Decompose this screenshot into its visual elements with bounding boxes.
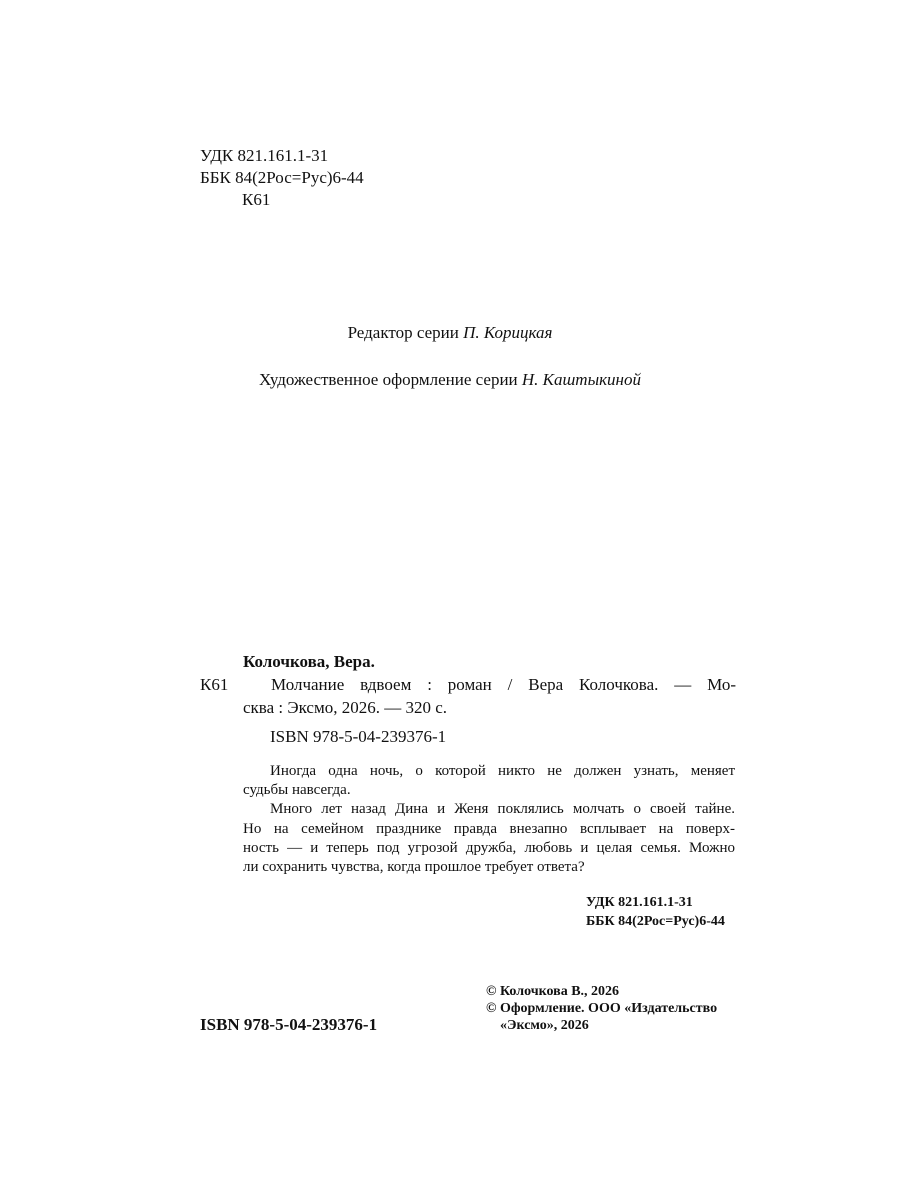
catalog-isbn: ISBN 978-5-04-239376-1: [270, 727, 447, 746]
card-udk-code: УДК 821.161.1-31: [586, 895, 693, 910]
card-bbk-code: ББК 84(2Рос=Рус)6-44: [586, 914, 725, 929]
annotation-line: Иногда одна ночь, о которой никто не должен узнать, меняет: [270, 763, 735, 779]
series-editor-name: П. Корицкая: [463, 323, 553, 342]
catalog-author: Колочкова, Вера.: [243, 652, 375, 671]
copyright-design-line-1: © Оформление. ООО «Издательство: [486, 1001, 718, 1016]
annotation-line: ность — и теперь под угрозой дружба, любовь и целая семья. Можно: [243, 840, 735, 856]
catalog-bib-line-1: Молчание вдвоем : роман / Вера Колочкова. — Мо-: [271, 675, 736, 694]
design-credit-name: Н. Каштыкиной: [521, 370, 641, 389]
annotation-line: ли сохранить чувства, когда прошлое требует ответа?: [243, 859, 585, 875]
udk-code: УДК 821.161.1-31: [200, 146, 329, 165]
annotation-line: Но на семейном празднике правда внезапно всплывает на поверх-: [243, 821, 735, 837]
series-editor-label: Редактор серии: [347, 323, 459, 342]
annotation-line: Много лет назад Дина и Женя поклялись молчать о своей тайне.: [270, 801, 735, 817]
footer-isbn: ISBN 978-5-04-239376-1: [200, 1015, 378, 1034]
copyright-author: © Колочкова В., 2026: [486, 984, 620, 999]
copyright-design-line-2: «Эксмо», 2026: [500, 1018, 589, 1033]
design-credit-label: Художественное оформление серии: [259, 370, 518, 389]
catalog-bib-line-2: сква : Эксмо, 2026. — 320 с.: [243, 698, 448, 717]
catalog-mark: К61: [200, 675, 229, 694]
bbk-code: ББК 84(2Рос=Рус)6-44: [200, 168, 364, 187]
author-mark: К61: [242, 190, 271, 209]
design-credit-line: [0, 369, 900, 391]
series-editor-line: [0, 322, 900, 344]
annotation-line: судьбы навсегда.: [243, 782, 351, 798]
